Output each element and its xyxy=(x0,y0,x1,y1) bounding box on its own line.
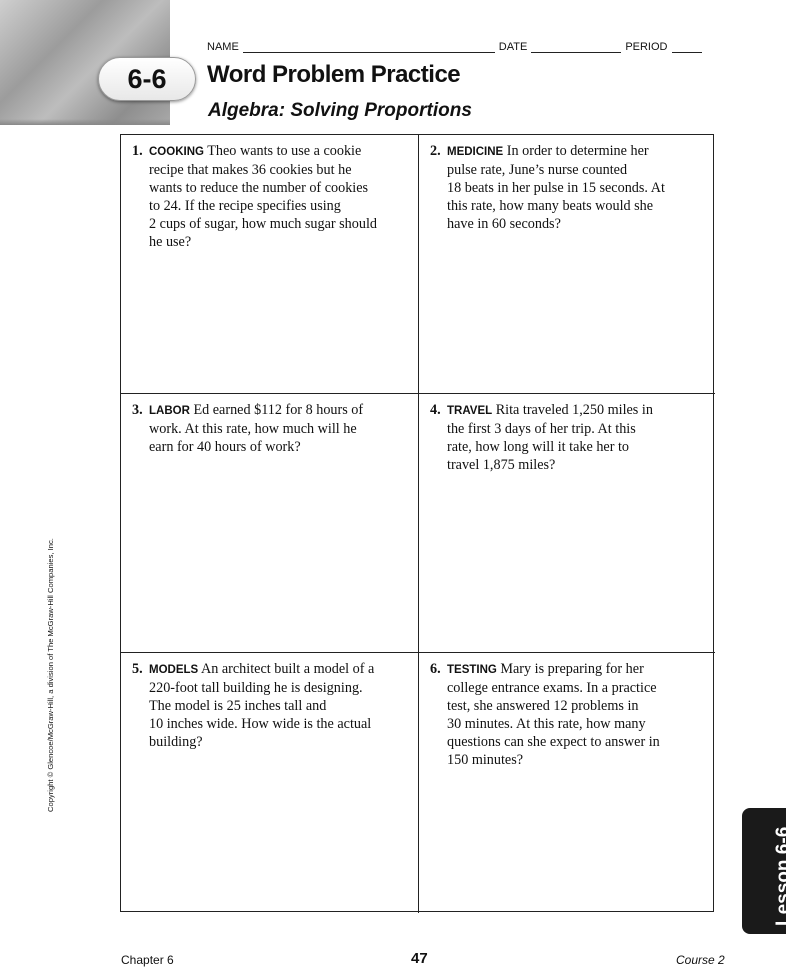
problem-text-line: 30 minutes. At this rate, how many xyxy=(447,716,646,732)
problem-text-line: college entrance exams. In a practice xyxy=(447,680,657,696)
problem-text-line: An architect built a model of a xyxy=(200,661,375,677)
problem-category: TESTING xyxy=(447,664,497,676)
problem-3 xyxy=(132,401,412,456)
date-label: DATE xyxy=(498,41,528,53)
student-info-line xyxy=(207,37,722,53)
problem-text-line: 18 beats in her pulse in 15 seconds. At xyxy=(447,180,665,196)
problem-category: MODELS xyxy=(149,664,199,676)
problem-category: TRAVEL xyxy=(447,405,493,417)
problem-text-line: this rate, how many beats would she xyxy=(447,198,654,214)
problem-text-line: building? xyxy=(149,734,203,750)
problem-text-line: the first 3 days of her trip. At this xyxy=(447,421,636,437)
name-label: NAME xyxy=(207,41,239,53)
problem-5 xyxy=(132,660,412,751)
footer-course: Course 2 xyxy=(676,953,725,967)
problem-1 xyxy=(132,142,412,251)
problem-number: 6. xyxy=(430,661,441,677)
problem-number: 5. xyxy=(132,661,143,677)
period-blank[interactable] xyxy=(672,42,702,53)
page-title: Word Problem Practice xyxy=(207,61,461,88)
problem-6 xyxy=(430,660,710,769)
footer-chapter: Chapter 6 xyxy=(121,953,174,967)
problem-2 xyxy=(430,142,710,233)
problem-cell-4[interactable] xyxy=(419,394,715,653)
problem-text-line: The model is 25 inches tall and xyxy=(149,698,327,714)
date-blank[interactable] xyxy=(531,42,621,53)
problem-4 xyxy=(430,401,710,474)
problem-text-line: work. At this rate, how much will he xyxy=(149,421,357,437)
problem-text-line: 2 cups of sugar, how much sugar should xyxy=(149,216,377,232)
problem-cell-2[interactable] xyxy=(419,135,715,394)
problem-text-line: In order to determine her xyxy=(506,143,649,159)
problem-text-line: Mary is preparing for her xyxy=(500,661,644,677)
problem-number: 1. xyxy=(132,143,143,159)
problem-cell-6[interactable] xyxy=(419,653,715,913)
problem-text-line: questions can she expect to answer in xyxy=(447,734,660,750)
name-blank[interactable] xyxy=(243,42,495,53)
problem-category: MEDICINE xyxy=(447,146,504,158)
page-subtitle: Algebra: Solving Proportions xyxy=(208,100,472,121)
problem-number: 3. xyxy=(132,402,143,418)
lesson-side-tab-label: Lesson 6-6 xyxy=(773,826,794,926)
problem-cell-5[interactable] xyxy=(121,653,419,913)
problem-text-line: wants to reduce the number of cookies xyxy=(149,180,369,196)
problem-text-line: rate, how long will it take her to xyxy=(447,439,630,455)
problem-cell-3[interactable] xyxy=(121,394,419,653)
problem-cell-1[interactable] xyxy=(121,135,419,394)
lesson-number-badge: 6-6 xyxy=(98,57,196,101)
problem-text-line: Rita traveled 1,250 miles in xyxy=(495,402,653,418)
problem-text-line: 150 minutes? xyxy=(447,752,524,768)
problem-text-line: have in 60 seconds? xyxy=(447,216,561,232)
page-number: 47 xyxy=(411,950,428,967)
problem-text-line: Theo wants to use a cookie xyxy=(207,143,362,159)
period-label: PERIOD xyxy=(625,41,668,53)
problem-text-line: earn for 40 hours of work? xyxy=(149,439,301,455)
problem-grid xyxy=(120,134,714,912)
problem-category: COOKING xyxy=(149,146,204,158)
lesson-side-tab xyxy=(742,808,794,934)
copyright-notice: Copyright © Glencoe/McGraw-Hill, a division of The McGraw-Hill Companies, Inc. xyxy=(46,538,55,812)
problem-text-line: 10 inches wide. How wide is the actual xyxy=(149,716,372,732)
problem-text-line: test, she answered 12 problems in xyxy=(447,698,639,714)
problem-text-line: 220-foot tall building he is designing. xyxy=(149,680,363,696)
problem-text-line: to 24. If the recipe specifies using xyxy=(149,198,341,214)
problem-text-line: Ed earned $112 for 8 hours of xyxy=(193,402,364,418)
problem-text-line: pulse rate, June’s nurse counted xyxy=(447,162,628,178)
problem-number: 4. xyxy=(430,402,441,418)
problem-text-line: he use? xyxy=(149,234,192,250)
problem-category: LABOR xyxy=(149,405,190,417)
problem-text-line: recipe that makes 36 cookies but he xyxy=(149,162,352,178)
problem-number: 2. xyxy=(430,143,441,159)
problem-text-line: travel 1,875 miles? xyxy=(447,457,556,473)
